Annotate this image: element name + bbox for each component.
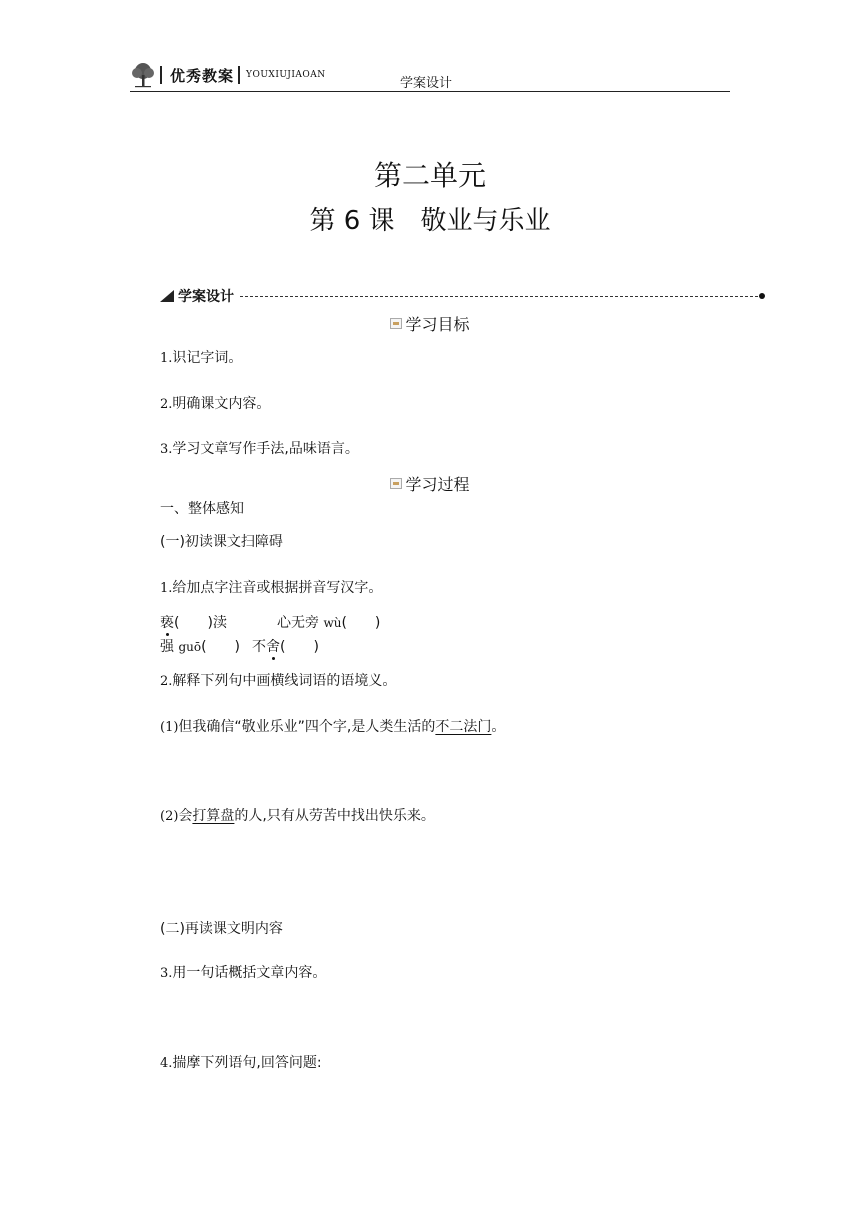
process-heading [0,472,860,495]
part-heading: 一、整体感知 [160,501,244,517]
question-line: 心无旁 wù( ) [277,615,381,631]
header-rule [130,91,730,92]
goals-heading-text: 学习目标 [405,315,470,334]
question-line: 强 guō( ) [160,639,241,655]
question: 2.解释下列句中画横线词语的语境义。 [160,673,397,689]
image-placeholder-icon [390,478,402,489]
goals-heading [0,312,860,335]
goal-item: 3.学习文章写作手法,品味语言。 [160,441,359,457]
dotted-char: 亵 [160,615,174,631]
section-banner [160,287,765,305]
question-line: 亵( )渎 [160,615,227,631]
header-section: 学案设计 [400,76,453,91]
pinyin: guō [178,640,202,654]
header-divider [238,66,240,84]
image-placeholder-icon [390,318,402,329]
unit-title: 第二单元 [373,159,486,192]
question-line: 不舍( ) [252,639,319,655]
question: 3.用一句话概括文章内容。 [160,965,327,981]
subsection-heading: (一)初读课文扫障碍 [160,534,283,550]
question: 1.给加点字注音或根据拼音写汉字。 [160,580,383,596]
goal-item: 1.识记字词。 [160,350,243,366]
dot-icon [759,293,765,299]
subsection-heading: (二)再读课文明内容 [160,921,283,937]
dotted-char: 舍 [266,639,280,655]
question-sub: (2)会打算盘的人,只有从劳苦中找出快乐来。 [160,808,435,824]
underlined-term: 不二法门 [435,719,492,735]
tree-logo-icon [130,62,156,88]
header-logo [130,60,326,90]
lesson-title: 第 6 课 敬业与乐业 [309,206,551,236]
triangle-icon [160,290,174,302]
goal-item: 2.明确课文内容。 [160,396,271,412]
pinyin: wù [323,616,342,630]
process-heading-text: 学习过程 [405,475,470,494]
dotted-divider [240,296,758,297]
header-brand: 优秀教案 [170,66,235,85]
question-sub: (1)但我确信“敬业乐业”四个字,是人类生活的不二法门。 [160,719,506,735]
question: 4.揣摩下列语句,回答问题: [160,1055,322,1071]
header-divider [160,66,162,84]
header-brand-en: YOUXIUJIAOAN [246,70,326,80]
section-banner-label: 学案设计 [178,289,234,305]
underlined-term: 打算盘 [192,808,235,824]
